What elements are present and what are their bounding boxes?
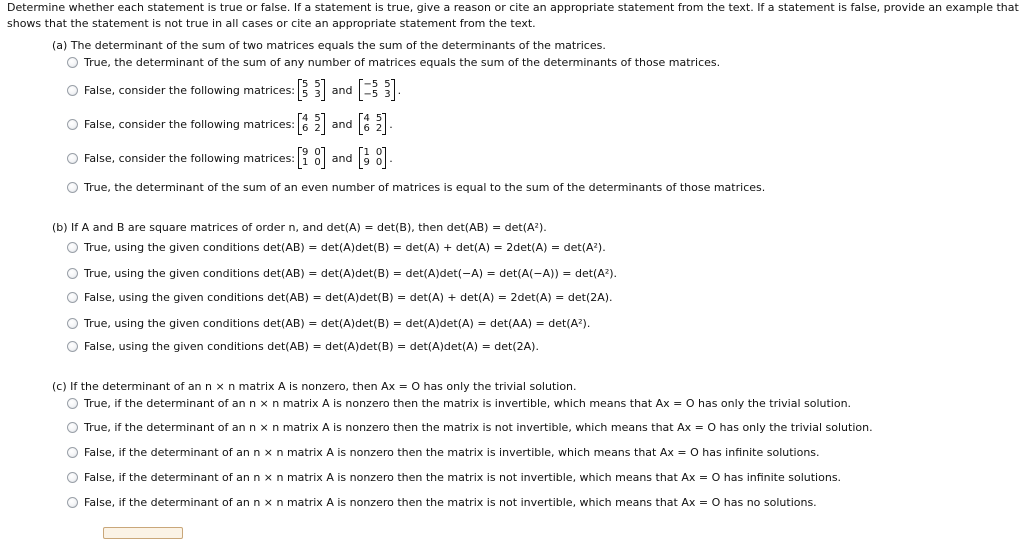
answer-option-b1[interactable] xyxy=(67,241,606,254)
answer-option-a3[interactable] xyxy=(67,114,393,134)
matrix-entry: 9 xyxy=(363,157,370,168)
matrix-left xyxy=(298,148,325,168)
matrix-entry: 0 xyxy=(314,157,321,168)
radio-button[interactable] xyxy=(67,341,78,352)
answer-option-a1[interactable] xyxy=(67,56,720,69)
radio-button[interactable] xyxy=(67,153,78,164)
answer-option-a5[interactable] xyxy=(67,181,765,194)
radio-button[interactable] xyxy=(67,318,78,329)
radio-button[interactable] xyxy=(67,85,78,96)
period-text: . xyxy=(389,151,393,165)
matrix-entry: 2 xyxy=(375,123,383,134)
matrix-entry: 5 xyxy=(302,79,309,90)
matrix-right xyxy=(359,148,386,168)
instructions: Determine whether each statement is true or false. If a statement is true, give a reason or cite an appropriate statement from the text. If a statement is false, provide an example that shows that the statement is not true in all cases or cite an appropriate statement from the text. xyxy=(7,1,1019,30)
question-b: (b) If A and B are square matrices of order n, and det(A) = det(B), then det(AB) = det(A²). xyxy=(52,221,547,234)
matrix-entry: 5 xyxy=(314,113,321,124)
radio-button[interactable] xyxy=(67,268,78,279)
matrix-left xyxy=(298,114,325,134)
matrix-left xyxy=(298,80,325,100)
matrix-entry: 0 xyxy=(375,147,383,158)
matrix-entry: 6 xyxy=(302,123,309,134)
answer-option-b4[interactable] xyxy=(67,317,590,330)
radio-button[interactable] xyxy=(67,292,78,303)
answer-option-c5[interactable] xyxy=(67,496,817,509)
period-text: . xyxy=(389,117,393,131)
answer-option-c1[interactable] xyxy=(67,397,851,410)
radio-button[interactable] xyxy=(67,57,78,68)
matrix-entry: 4 xyxy=(302,113,309,124)
radio-button[interactable] xyxy=(67,242,78,253)
option-text: False, using the given conditions det(AB) = det(A)det(B) = det(A)det(A) = det(2A). xyxy=(84,340,539,353)
radio-button[interactable] xyxy=(67,447,78,458)
and-text: and xyxy=(331,83,353,97)
option-text: True, if the determinant of an n × n matrix A is nonzero then the matrix is invertible, which means that Ax = O has only the trivial solution. xyxy=(84,397,852,410)
answer-option-c3[interactable] xyxy=(67,446,820,459)
option-text: True, using the given conditions det(AB) = det(A)det(B) = det(A) + det(A) = 2det(A) = det(A²). xyxy=(84,241,606,254)
matrix-entry: −5 xyxy=(363,89,379,100)
matrix-right xyxy=(359,114,386,134)
radio-button[interactable] xyxy=(67,182,78,193)
answer-option-a4[interactable] xyxy=(67,148,393,168)
partial-button[interactable] xyxy=(103,527,183,539)
option-text: True, the determinant of the sum of any number of matrices equals the sum of the determinants of those matrices. xyxy=(84,56,721,69)
option-text: True, the determinant of the sum of an even number of matrices is equal to the sum of the determinants of those matrices. xyxy=(84,181,766,194)
matrix-entry: 6 xyxy=(363,123,370,134)
question-a: (a) The determinant of the sum of two matrices equals the sum of the determinants of the matrices. xyxy=(52,39,606,52)
matrix-entry: 3 xyxy=(384,89,391,100)
matrix-entry: 0 xyxy=(375,157,383,168)
option-text: True, using the given conditions det(AB) = det(A)det(B) = det(A)det(A) = det(AA) = det(A²). xyxy=(84,317,591,330)
answer-option-c4[interactable] xyxy=(67,471,841,484)
matrix-entry: 5 xyxy=(375,113,383,124)
radio-button[interactable] xyxy=(67,472,78,483)
option-text: True, using the given conditions det(AB) = det(A)det(B) = det(A)det(−A) = det(A(−A)) = det(A²). xyxy=(84,267,618,280)
matrix-entry: 3 xyxy=(314,89,321,100)
period-text: . xyxy=(397,83,402,97)
radio-button[interactable] xyxy=(67,398,78,409)
matrix-entry: −5 xyxy=(363,79,379,90)
answer-option-b5[interactable] xyxy=(67,340,539,353)
option-text: False, if the determinant of an n × n matrix A is nonzero then the matrix is invertible, which means that Ax = O has infinite solutions. xyxy=(84,446,820,459)
matrix-entry: 9 xyxy=(302,147,309,158)
matrix-entry: 5 xyxy=(302,89,309,100)
option-text: False, if the determinant of an n × n matrix A is nonzero then the matrix is not invertible, which means that Ax = O has no solutions. xyxy=(84,496,817,509)
option-text: True, if the determinant of an n × n matrix A is nonzero then the matrix is not invertible, which means that Ax = O has only the trivial solution. xyxy=(84,421,873,434)
matrix-entry: 4 xyxy=(363,113,370,124)
matrix-right xyxy=(359,80,394,100)
option-text: False, consider the following matrices: xyxy=(84,83,296,97)
matrix-entry: 2 xyxy=(314,123,321,134)
radio-button[interactable] xyxy=(67,497,78,508)
answer-option-b3[interactable] xyxy=(67,291,613,304)
matrix-entry: 5 xyxy=(314,79,321,90)
option-text: False, consider the following matrices: xyxy=(84,117,296,131)
matrix-entry: 0 xyxy=(314,147,321,158)
radio-button[interactable] xyxy=(67,119,78,130)
question-c: (c) If the determinant of an n × n matrix A is nonzero, then Ax = O has only the trivial solution. xyxy=(52,380,577,393)
answer-option-b2[interactable] xyxy=(67,267,617,280)
matrix-entry: 1 xyxy=(363,147,370,158)
option-text: False, using the given conditions det(AB) = det(A)det(B) = det(A) + det(A) = 2det(A) = det(2A). xyxy=(84,291,613,304)
answer-option-c2[interactable] xyxy=(67,421,873,434)
matrix-entry: 1 xyxy=(302,157,309,168)
and-text: and xyxy=(331,117,353,131)
option-text: False, consider the following matrices: xyxy=(84,151,296,165)
option-text: False, if the determinant of an n × n matrix A is nonzero then the matrix is not invertible, which means that Ax = O has infinite solutions. xyxy=(84,471,842,484)
matrix-entry: 5 xyxy=(384,79,391,90)
radio-button[interactable] xyxy=(67,422,78,433)
answer-option-a2[interactable] xyxy=(67,80,401,100)
and-text: and xyxy=(331,151,353,165)
